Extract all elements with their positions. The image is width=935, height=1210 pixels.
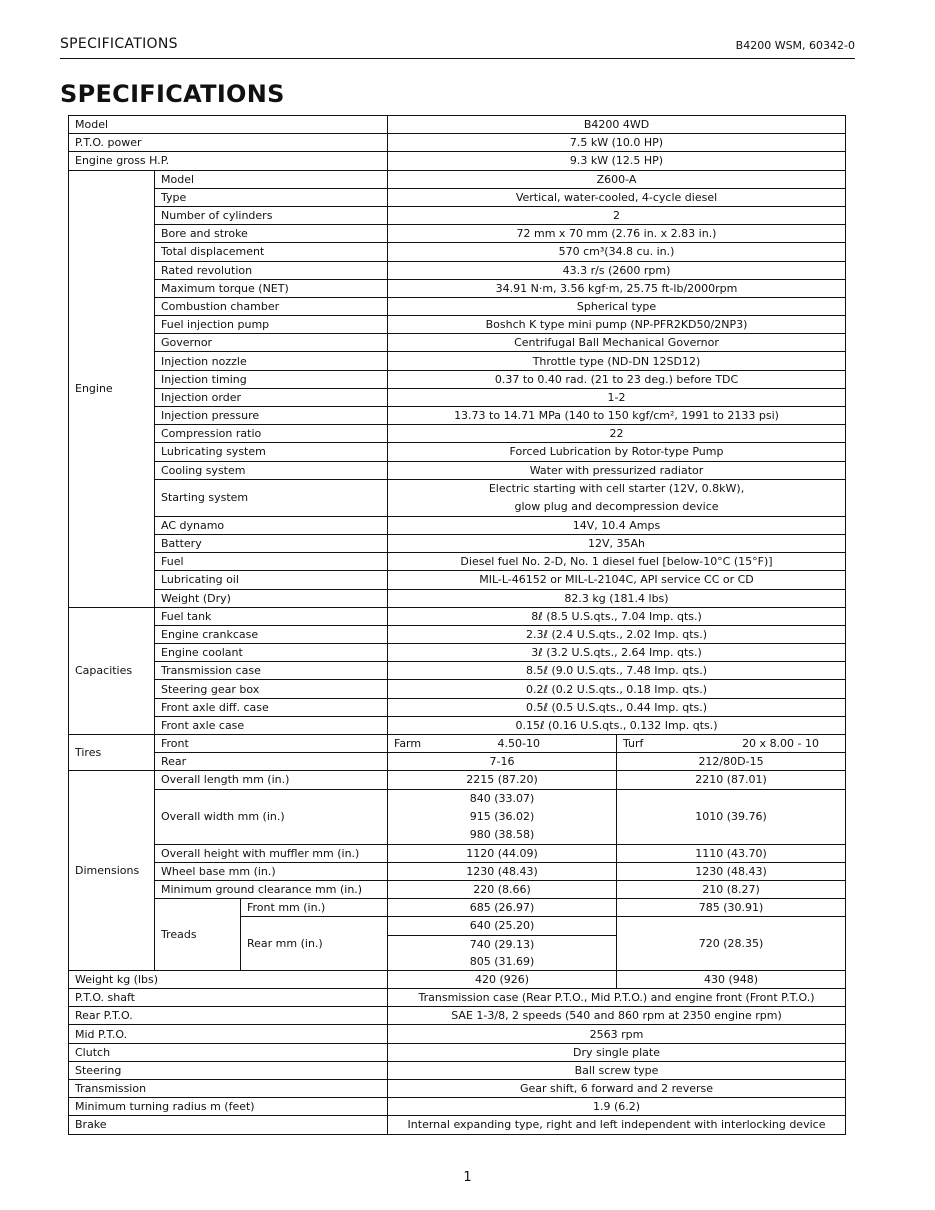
table-row xyxy=(69,844,846,862)
row-label: Overall width mm (in.) xyxy=(155,789,388,844)
row-value: SAE 1-3/8, 2 speeds (540 and 860 rpm at 2350 engine rpm) xyxy=(388,1007,846,1025)
table-row xyxy=(69,334,846,352)
row-label: Front xyxy=(155,735,388,753)
row-value: 2563 rpm xyxy=(388,1025,846,1043)
table-row xyxy=(69,152,846,170)
row-value: 12V, 35Ah xyxy=(388,534,846,552)
table-row xyxy=(69,516,846,534)
table-row xyxy=(69,644,846,662)
row-label: Model xyxy=(69,116,388,134)
table-row xyxy=(69,206,846,224)
table-row xyxy=(69,680,846,698)
turf-value: 1110 (43.70) xyxy=(617,844,846,862)
running-header-section: SPECIFICATIONS xyxy=(60,36,178,52)
row-value: 0.37 to 0.40 rad. (21 to 23 deg.) before TDC xyxy=(388,370,846,388)
row-label: Bore and stroke xyxy=(155,225,388,243)
row-label: Mid P.T.O. xyxy=(69,1025,388,1043)
row-label: Model xyxy=(155,170,388,188)
specifications-table xyxy=(68,115,846,1135)
row-value: Forced Lubrication by Rotor-type Pump xyxy=(388,443,846,461)
turf-value: 430 (948) xyxy=(617,970,846,988)
table-row xyxy=(69,388,846,406)
table-row xyxy=(69,116,846,134)
table-row xyxy=(69,571,846,589)
turf-value: 1010 (39.76) xyxy=(617,789,846,844)
row-label: Transmission xyxy=(69,1080,388,1098)
row-value: 34.91 N·m, 3.56 kgf·m, 25.75 ft-lb/2000rpm xyxy=(388,279,846,297)
turf-rear-value: 212/80D-15 xyxy=(617,753,846,771)
row-label: Brake xyxy=(69,1116,388,1134)
row-label: Front axle case xyxy=(155,716,388,734)
table-row xyxy=(69,899,846,917)
table-row xyxy=(69,625,846,643)
row-label: Clutch xyxy=(69,1043,388,1061)
row-value: 1.9 (6.2) xyxy=(388,1098,846,1116)
farm-value: 2215 (87.20) xyxy=(388,771,617,789)
row-label: Lubricating oil xyxy=(155,571,388,589)
row-label: Maximum torque (NET) xyxy=(155,279,388,297)
row-value: Throttle type (ND-DN 12SD12) xyxy=(388,352,846,370)
row-label: Cooling system xyxy=(155,461,388,479)
row-label: P.T.O. shaft xyxy=(69,989,388,1007)
table-row xyxy=(69,1098,846,1116)
row-value: Diesel fuel No. 2-D, No. 1 diesel fuel [below-10°C (15°F)] xyxy=(388,553,846,571)
row-label: Rear P.T.O. xyxy=(69,1007,388,1025)
table-row xyxy=(69,1007,846,1025)
row-value: B4200 4WD xyxy=(388,116,846,134)
row-value: 7.5 kW (10.0 HP) xyxy=(388,134,846,152)
row-value: 13.73 to 14.71 MPa (140 to 150 kgf/cm², 1991 to 2133 psi) xyxy=(388,407,846,425)
row-value: Internal expanding type, right and left independent with interlocking device xyxy=(388,1116,846,1134)
row-value: 43.3 r/s (2600 rpm) xyxy=(388,261,846,279)
row-label: Governor xyxy=(155,334,388,352)
row-value: 570 cm³(34.8 cu. in.) xyxy=(388,243,846,261)
row-label: Number of cylinders xyxy=(155,206,388,224)
table-row xyxy=(69,443,846,461)
table-row xyxy=(69,716,846,734)
row-label: Fuel injection pump xyxy=(155,316,388,334)
group-label-capacities: Capacities xyxy=(69,607,155,734)
row-label: Weight kg (lbs) xyxy=(69,970,388,988)
group-label-dimensions: Dimensions xyxy=(69,771,155,971)
row-label: Battery xyxy=(155,534,388,552)
table-row xyxy=(69,1061,846,1079)
row-value: 8ℓ (8.5 U.S.qts., 7.04 Imp. qts.) xyxy=(388,607,846,625)
starting-line-1: Electric starting with cell starter (12V, 0.8kW), xyxy=(488,481,745,495)
turf-value: 2210 (87.01) xyxy=(617,771,846,789)
farm-value: 640 (25.20) xyxy=(388,917,617,935)
row-label: Minimum ground clearance mm (in.) xyxy=(155,880,388,898)
row-value: 3ℓ (3.2 U.S.qts., 2.64 Imp. qts.) xyxy=(388,644,846,662)
row-value: Z600-A xyxy=(388,170,846,188)
farm-value: 220 (8.66) xyxy=(388,880,617,898)
table-row xyxy=(69,279,846,297)
farm-value: 1120 (44.09) xyxy=(388,844,617,862)
turf-value: 720 (28.35) xyxy=(617,917,846,971)
width-option: 980 (38.58) xyxy=(469,827,535,841)
row-value-multiline xyxy=(388,479,846,516)
group-label-engine: Engine xyxy=(69,170,155,607)
row-label: Injection order xyxy=(155,388,388,406)
farm-value-multiline xyxy=(388,789,617,844)
table-row xyxy=(69,461,846,479)
starting-line-2: glow plug and decompression device xyxy=(514,499,719,513)
row-label: Engine gross H.P. xyxy=(69,152,388,170)
row-value: Boshch K type mini pump (NP-PFR2KD50/2NP3) xyxy=(388,316,846,334)
table-row xyxy=(69,225,846,243)
table-row xyxy=(69,352,846,370)
row-value: 82.3 kg (181.4 lbs) xyxy=(388,589,846,607)
row-value: 2.3ℓ (2.4 U.S.qts., 2.02 Imp. qts.) xyxy=(388,625,846,643)
row-label: Injection timing xyxy=(155,370,388,388)
row-value: 0.5ℓ (0.5 U.S.qts., 0.44 Imp. qts.) xyxy=(388,698,846,716)
row-value: Transmission case (Rear P.T.O., Mid P.T.O.) and engine front (Front P.T.O.) xyxy=(388,989,846,1007)
farm-value: 740 (29.13) xyxy=(388,935,617,953)
row-value: 22 xyxy=(388,425,846,443)
row-label: Weight (Dry) xyxy=(155,589,388,607)
table-row xyxy=(69,989,846,1007)
turf-value: 1230 (48.43) xyxy=(617,862,846,880)
farm-front-cell xyxy=(388,735,617,753)
row-label: Starting system xyxy=(155,479,388,516)
row-value: 0.15ℓ (0.16 U.S.qts., 0.132 Imp. qts.) xyxy=(388,716,846,734)
row-label: Overall length mm (in.) xyxy=(155,771,388,789)
row-value: 14V, 10.4 Amps xyxy=(388,516,846,534)
row-label: Engine crankcase xyxy=(155,625,388,643)
farm-front-value: 4.50-10 xyxy=(497,737,540,751)
row-label: Front mm (in.) xyxy=(241,899,388,917)
width-option: 840 (33.07) xyxy=(469,791,535,805)
table-row xyxy=(69,862,846,880)
header-rule xyxy=(60,58,855,59)
row-value: Spherical type xyxy=(388,297,846,315)
width-option: 915 (36.02) xyxy=(469,809,535,823)
turf-front-cell xyxy=(617,735,846,753)
table-row xyxy=(69,1043,846,1061)
row-value: 0.2ℓ (0.2 U.S.qts., 0.18 Imp. qts.) xyxy=(388,680,846,698)
table-row xyxy=(69,1025,846,1043)
row-label: Rear mm (in.) xyxy=(241,917,388,971)
row-value: 8.5ℓ (9.0 U.S.qts., 7.48 Imp. qts.) xyxy=(388,662,846,680)
row-label: Type xyxy=(155,188,388,206)
row-label: Front axle diff. case xyxy=(155,698,388,716)
row-value: Ball screw type xyxy=(388,1061,846,1079)
table-row xyxy=(69,425,846,443)
table-row xyxy=(69,188,846,206)
table-row xyxy=(69,970,846,988)
farm-value: 1230 (48.43) xyxy=(388,862,617,880)
table-row xyxy=(69,753,846,771)
turf-label: Turf xyxy=(623,737,644,751)
row-label: Wheel base mm (in.) xyxy=(155,862,388,880)
farm-value: 685 (26.97) xyxy=(388,899,617,917)
table-row xyxy=(69,607,846,625)
row-label: Transmission case xyxy=(155,662,388,680)
table-row xyxy=(69,534,846,552)
row-label: Injection pressure xyxy=(155,407,388,425)
row-value: MIL-L-46152 or MIL-L-2104C, API service CC or CD xyxy=(388,571,846,589)
table-row xyxy=(69,789,846,844)
running-header-doc-ref: B4200 WSM, 60342-0 xyxy=(735,39,855,52)
farm-value: 805 (31.69) xyxy=(388,953,617,971)
page-title: SPECIFICATIONS xyxy=(60,80,285,108)
row-label: Minimum turning radius m (feet) xyxy=(69,1098,388,1116)
row-value: Centrifugal Ball Mechanical Governor xyxy=(388,334,846,352)
row-label: Fuel tank xyxy=(155,607,388,625)
table-row xyxy=(69,297,846,315)
table-row xyxy=(69,261,846,279)
row-label: Total displacement xyxy=(155,243,388,261)
table-row xyxy=(69,771,846,789)
farm-rear-value: 7-16 xyxy=(388,753,617,771)
row-label: Overall height with muffler mm (in.) xyxy=(155,844,388,862)
row-value: 2 xyxy=(388,206,846,224)
page-number: 1 xyxy=(463,1170,472,1185)
row-label: Rated revolution xyxy=(155,261,388,279)
table-row xyxy=(69,1116,846,1134)
row-label: Injection nozzle xyxy=(155,352,388,370)
row-label: Compression ratio xyxy=(155,425,388,443)
table-row xyxy=(69,243,846,261)
row-value: Dry single plate xyxy=(388,1043,846,1061)
row-value: Vertical, water-cooled, 4-cycle diesel xyxy=(388,188,846,206)
turf-value: 785 (30.91) xyxy=(617,899,846,917)
row-label: Lubricating system xyxy=(155,443,388,461)
table-row xyxy=(69,589,846,607)
row-label: Steering xyxy=(69,1061,388,1079)
table-row xyxy=(69,407,846,425)
table-row xyxy=(69,134,846,152)
row-label: Engine coolant xyxy=(155,644,388,662)
row-label: Rear xyxy=(155,753,388,771)
row-value: 9.3 kW (12.5 HP) xyxy=(388,152,846,170)
farm-value: 420 (926) xyxy=(388,970,617,988)
table-row xyxy=(69,316,846,334)
row-label: Steering gear box xyxy=(155,680,388,698)
turf-front-value: 20 x 8.00 - 10 xyxy=(742,737,820,751)
table-row xyxy=(69,735,846,753)
table-row xyxy=(69,479,846,516)
table-row xyxy=(69,880,846,898)
row-value: 1-2 xyxy=(388,388,846,406)
row-value: Gear shift, 6 forward and 2 reverse xyxy=(388,1080,846,1098)
row-label: Fuel xyxy=(155,553,388,571)
row-label: P.T.O. power xyxy=(69,134,388,152)
table-row xyxy=(69,553,846,571)
treads-label: Treads xyxy=(155,899,241,971)
farm-label: Farm xyxy=(394,737,422,751)
table-row xyxy=(69,1080,846,1098)
table-row xyxy=(69,698,846,716)
turf-value: 210 (8.27) xyxy=(617,880,846,898)
table-row xyxy=(69,170,846,188)
table-row xyxy=(69,662,846,680)
table-row xyxy=(69,370,846,388)
row-value: 72 mm x 70 mm (2.76 in. x 2.83 in.) xyxy=(388,225,846,243)
group-label-tires: Tires xyxy=(69,735,155,771)
row-label: Combustion chamber xyxy=(155,297,388,315)
row-label: AC dynamo xyxy=(155,516,388,534)
row-value: Water with pressurized radiator xyxy=(388,461,846,479)
